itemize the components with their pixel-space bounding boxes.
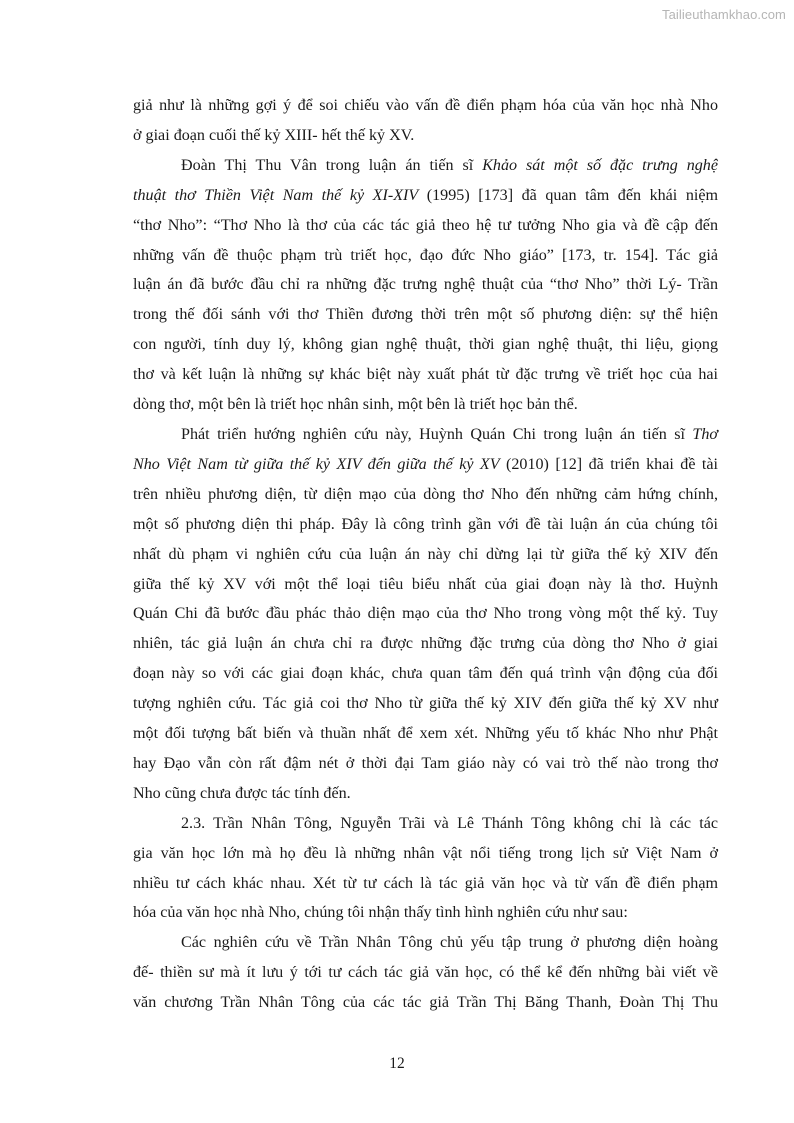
text-line: ở giai đoạn cuối thế kỷ XIII- hết thế kỷ XV. — [133, 126, 415, 144]
document-body — [133, 91, 718, 1018]
text-line — [133, 181, 718, 211]
text-line: nhất dù phạm vi nghiên cứu của luận án này chỉ dừng lại từ giữa thế kỷ XIV đến — [133, 545, 718, 563]
text-line — [133, 450, 718, 480]
text-line: hóa của văn học nhà Nho, chúng tôi nhận thấy tình hình nghiên cứu như sau: — [133, 904, 628, 922]
text-line: dòng thơ, một bên là triết học nhân sinh, một bên là triết học bản thể. — [133, 396, 578, 414]
text-line: trên nhiều phương diện, từ diện mạo của dòng thơ Nho đến những cảm hứng chính, — [133, 485, 718, 503]
text-line: Quán Chi đã bước đầu phác thảo diện mạo của thơ Nho trong vòng một thế kỷ. Tuy — [133, 605, 718, 623]
text-line: những vấn đề thuộc phạm trù triết học, đạo đức Nho giáo” [173, tr. 154]. Tác giả — [133, 246, 718, 264]
text-run: Phát triển hướng nghiên cứu này, Huỳnh Quán Chi trong luận án tiến sĩ — [181, 425, 693, 443]
paragraph-1 — [133, 91, 718, 151]
page-number: 12 — [389, 1055, 405, 1072]
text-line: Nho cũng chưa được tác tính đến. — [133, 784, 351, 802]
text-line: thơ và kết luận là những sự khác biệt này xuất phát từ đặc trưng về triết học của hai — [133, 366, 718, 384]
thesis-title-italic: thuật thơ Thiền Việt Nam thế kỷ XI-XIV — [133, 186, 419, 204]
watermark: Tailieuthamkhao.com — [661, 7, 786, 22]
paragraph-2 — [133, 151, 718, 420]
text-line — [133, 151, 718, 181]
text-line: Các nghiên cứu về Trần Nhân Tông chủ yếu tập trung ở phương diện hoàng — [181, 934, 718, 952]
text-line: gia văn học lớn mà họ đều là những nhân vật nổi tiếng trong lịch sử Việt Nam ở — [133, 844, 718, 862]
text-line: văn chương Trần Nhân Tông của các tác giả Trần Thị Băng Thanh, Đoàn Thị Thu — [133, 994, 718, 1012]
text-line: đế- thiền sư mà ít lưu ý tới tư cách tác giả văn học, có thể kể đến những bài viết về — [133, 964, 718, 982]
text-run: Đoàn Thị Thu Vân trong luận án tiến sĩ — [181, 156, 483, 174]
thesis-title-italic: Thơ — [692, 425, 718, 443]
text-line: luận án đã bước đầu chỉ ra những đặc trưng nghệ thuật của “thơ Nho” thời Lý- Trần — [133, 276, 718, 294]
text-line: một đối tượng bất biến và thuần nhất để xem xét. Những yếu tố khác Nho như Phật — [133, 725, 718, 743]
text-line: một số phương diện thi pháp. Đây là công trình gần với đề tài luận án của chúng tôi — [133, 515, 718, 533]
text-line: đoạn này so với các giai đoạn khác, chưa quan tâm đến quá trình vận động của đối — [133, 665, 718, 683]
text-line: “thơ Nho”: “Thơ Nho là thơ của các tác giả theo hệ tư tưởng Nho gia và đề cập đến — [133, 216, 718, 234]
paragraph-5 — [133, 928, 718, 1018]
text-line: 2.3. Trần Nhân Tông, Nguyễn Trãi và Lê Thánh Tông không chỉ là các tác — [181, 814, 718, 832]
text-line: giả như là những gợi ý để soi chiếu vào vấn đề điển phạm hóa của văn học nhà Nho — [133, 97, 718, 114]
paragraph-4 — [133, 809, 718, 929]
text-line: tượng nghiên cứu. Tác giả coi thơ Nho từ giữa thế kỷ XIV đến giữa thế kỷ XV như — [133, 695, 718, 713]
text-line: trong thế đối sánh với thơ Thiền đương thời trên một số phương diện: sự thể hiện — [133, 306, 718, 324]
thesis-title-italic: Nho Việt Nam từ giữa thế kỷ XIV đến giữa thế kỷ XV — [133, 455, 500, 473]
text-run: (2010) [12] đã triển khai đề tài — [499, 455, 718, 473]
text-line: giữa thế kỷ XV với một thể loại tiêu biểu nhất của giai đoạn này là thơ. Huỳnh — [133, 575, 718, 593]
text-line: con người, tính duy lý, không gian nghệ thuật, thời gian nghệ thuật, thi liệu, giọng — [133, 336, 718, 354]
paragraph-3 — [133, 420, 718, 809]
text-run: (1995) [173] đã quan tâm đến khái niệm — [418, 186, 718, 204]
thesis-title-italic: Khảo sát một số đặc trưng nghệ — [482, 156, 718, 174]
text-line — [133, 420, 718, 450]
text-line: nhiều tư cách khác nhau. Xét từ tư cách là tác giả văn học và từ vấn đề điển phạm — [133, 874, 718, 892]
text-line: hay Đạo vẫn còn rất đậm nét ở thời đại Tam giáo này có vai trò thế nào trong thơ — [133, 754, 718, 772]
text-line: nhiên, tác giả luận án chưa chỉ ra được những đặc trưng của dòng thơ Nho ở giai — [133, 635, 718, 653]
